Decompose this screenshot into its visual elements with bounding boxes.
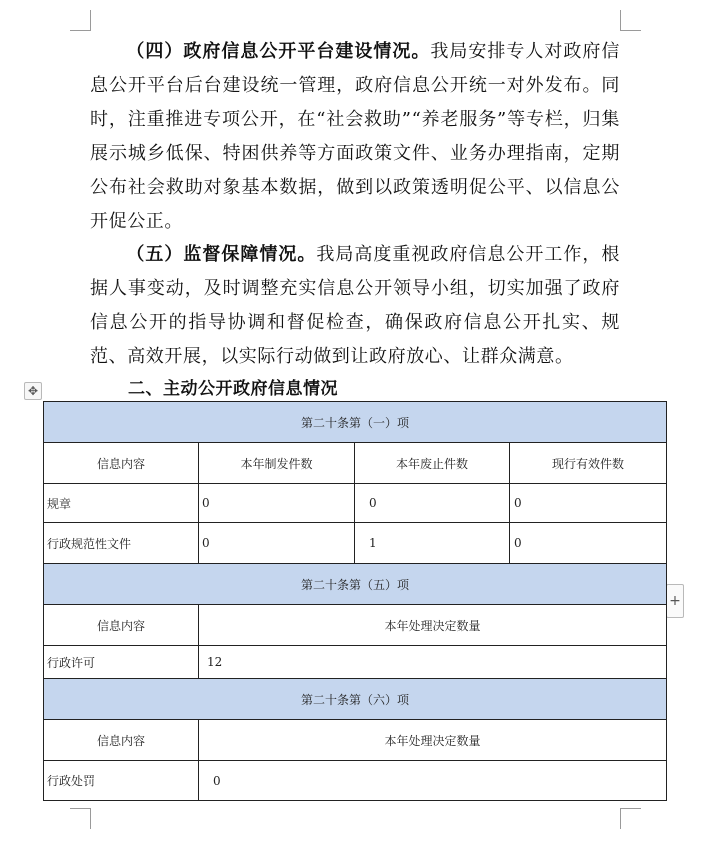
header-cell[interactable]: 现行有效件数 <box>510 443 667 484</box>
header-cell[interactable]: 信息内容 <box>44 443 199 484</box>
info-disclosure-table[interactable] <box>43 401 667 801</box>
value-cell[interactable]: 0 <box>199 484 355 523</box>
section-title-cell[interactable]: 第二十条第（六）项 <box>44 679 667 720</box>
paragraph-body: 我局安排专人对政府信息公开平台后台建设统一管理，政府信息公开统一对外发布。同时，注重推进专项公开，在“社会救助”“养老服务”等专栏，归集展示城乡低保、特困供养等方面政策文件、业务办理指南，定期公布社会救助对象基本数据，做到以政策透明促公平、以信息公开促公正。 <box>90 41 621 232</box>
value-cell[interactable]: 1 <box>355 523 510 564</box>
table-header-row <box>44 443 667 484</box>
header-cell[interactable]: 本年废止件数 <box>355 443 510 484</box>
table-header-row <box>44 720 667 761</box>
row-label-cell[interactable]: 行政规范性文件 <box>44 523 199 564</box>
header-cell[interactable]: 本年处理决定数量 <box>199 605 667 646</box>
section-title-cell[interactable]: 第二十条第（一）项 <box>44 402 667 443</box>
paragraph-supervision[interactable] <box>90 238 620 374</box>
value-cell[interactable]: 0 <box>510 523 667 564</box>
paragraph-title: （五）监督保障情况。 <box>126 244 317 265</box>
section-title-cell[interactable]: 第二十条第（五）项 <box>44 564 667 605</box>
table-move-handle-icon[interactable]: ✥ <box>24 382 42 400</box>
page-corner-mark-bottom-left <box>70 808 91 829</box>
table-section-row <box>44 402 667 443</box>
page-corner-mark-top-right <box>620 10 641 31</box>
table-section-row <box>44 564 667 605</box>
value-cell[interactable]: 0 <box>510 484 667 523</box>
value-cell[interactable]: 12 <box>199 646 667 679</box>
paragraph-title: （四）政府信息公开平台建设情况。 <box>126 41 431 62</box>
row-label-cell[interactable]: 规章 <box>44 484 199 523</box>
page-corner-mark-top-left <box>70 10 91 31</box>
value-cell[interactable]: 0 <box>199 761 667 801</box>
paragraph-body: 我局高度重视政府信息公开工作，根据人事变动，及时调整充实信息公开领导小组，切实加强了政府信息公开的指导协调和督促检查，确保政府信息公开扎实、规范、高效开展，以实际行动做到让政府放心、让群众满意。 <box>90 244 620 367</box>
table-add-column-icon[interactable]: + <box>666 584 684 618</box>
header-cell[interactable]: 信息内容 <box>44 720 199 761</box>
header-cell[interactable]: 本年制发件数 <box>199 443 355 484</box>
page-corner-mark-bottom-right <box>620 808 641 829</box>
table-row <box>44 761 667 801</box>
table-header-row <box>44 605 667 646</box>
header-cell[interactable]: 本年处理决定数量 <box>199 720 667 761</box>
section-heading[interactable]: 二、主动公开政府信息情况 <box>128 379 338 399</box>
table-row <box>44 646 667 679</box>
row-label-cell[interactable]: 行政许可 <box>44 646 199 679</box>
value-cell[interactable]: 0 <box>199 523 355 564</box>
value-cell[interactable]: 0 <box>355 484 510 523</box>
paragraph-platform-construction[interactable] <box>90 35 620 239</box>
table-row <box>44 484 667 523</box>
row-label-cell[interactable]: 行政处罚 <box>44 761 199 801</box>
header-cell[interactable]: 信息内容 <box>44 605 199 646</box>
table-row <box>44 523 667 564</box>
table-section-row <box>44 679 667 720</box>
